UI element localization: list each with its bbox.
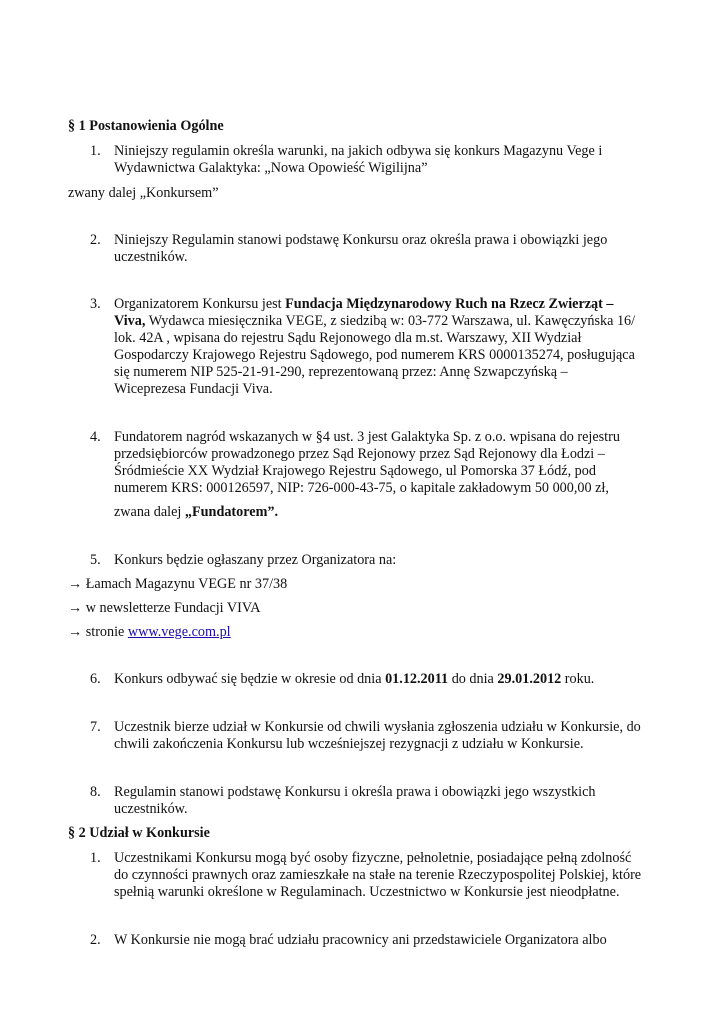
item-7-line-1: Uczestnik bierze udział w Konkursie od chwili wysłania zgłoszenia udziału w Konkursie, do bbox=[114, 719, 641, 735]
item-3-line-2 bbox=[114, 313, 635, 330]
item-6-number: 6. bbox=[90, 671, 101, 687]
item-3-line-4: Gospodarczy Krajowego Rejestru Sądowego, pod numerem KRS 0000135274, posługująca bbox=[114, 347, 635, 363]
item-8-line-1: Regulamin stanowi podstawę Konkursu i określa prawa i obowiązki jego wszystkich bbox=[114, 784, 596, 800]
item-5-arrow-2: → w newsletterze Fundacji VIVA bbox=[68, 600, 261, 616]
item-2-number: 2. bbox=[90, 232, 101, 248]
item-5-number: 5. bbox=[90, 552, 101, 568]
item-7-line-2: chwili zakończenia Konkursu lub wcześniejszej rezygnacji z udziału w Konkursie. bbox=[114, 736, 584, 752]
item-8-line-2: uczestników. bbox=[114, 801, 188, 817]
s2-item-2-number: 2. bbox=[90, 932, 101, 948]
date-to: 29.01.2012 bbox=[497, 671, 562, 687]
item-1-continuation: zwany dalej „Konkursem” bbox=[68, 185, 219, 201]
item-2-line-1: Niniejszy Regulamin stanowi podstawę Konkursu oraz określa prawa i obowiązki jego bbox=[114, 232, 608, 248]
item-3-line-2-text: Wydawca miesięcznika VEGE, z siedzibą w: 03-772 Warszawa, ul. Kawęczyńska 16/ bbox=[145, 313, 636, 329]
item-6-post: roku. bbox=[561, 671, 595, 687]
item-3-line-1 bbox=[114, 296, 614, 313]
item-1-line-1: Niniejszy regulamin określa warunki, na jakich odbywa się konkurs Magazynu Vege i bbox=[114, 143, 603, 159]
item-2-line-2: uczestników. bbox=[114, 249, 188, 265]
item-5-arrow-3 bbox=[68, 624, 231, 641]
section-2-heading: § 2 Udział w Konkursie bbox=[68, 825, 210, 841]
item-1-number: 1. bbox=[90, 143, 101, 159]
item-7-number: 7. bbox=[90, 719, 101, 735]
item-4-zwana bbox=[114, 504, 278, 521]
organizer-name-end: Viva, bbox=[114, 313, 146, 329]
s2-item-1-line-2: do czynności prawnych oraz zamieszkałe na stałe na terenie Rzeczypospolitej Polskiej, które bbox=[114, 867, 642, 883]
item-6-mid: do dnia bbox=[448, 671, 498, 687]
item-4-number: 4. bbox=[90, 429, 101, 445]
s2-item-2-line-1: W Konkursie nie mogą brać udziału pracownicy ani przedstawiciele Organizatora albo bbox=[114, 932, 607, 948]
item-3-number: 3. bbox=[90, 296, 101, 312]
item-1-line-2: Wydawnictwa Galaktyka: „Nowa Opowieść Wigilijna” bbox=[114, 160, 428, 176]
item-6-text bbox=[114, 671, 594, 688]
item-4-zwana-text: zwana dalej bbox=[114, 504, 185, 520]
item-4-line-2: przedsiębiorców prowadzonego przez Sąd Rejonowy przez Sąd Rejonowy dla Łodzi – bbox=[114, 446, 605, 462]
item-4-line-1: Fundatorem nagród wskazanych w §4 ust. 3 jest Galaktyka Sp. z o.o. wpisana do rejestru bbox=[114, 429, 620, 445]
item-4-line-4: numerem KRS: 000126597, NIP: 726-000-43-75, o kapitale zakładowym 50 000,00 zł, bbox=[114, 480, 609, 496]
item-3-line-1-text: Organizatorem Konkursu jest bbox=[114, 296, 286, 312]
item-3-line-6: Wiceprezesa Fundacji Viva. bbox=[114, 381, 273, 397]
item-5-text: Konkurs będzie ogłaszany przez Organizatora na: bbox=[114, 552, 397, 568]
organizer-name: Fundacja Międzynarodowy Ruch na Rzecz Zwierząt – bbox=[285, 296, 614, 312]
s2-item-1-line-3: spełnią warunki określone w Regulaminach. Uczestnictwo w Konkursie jest nieodpłatne. bbox=[114, 884, 620, 900]
section-1-heading: § 1 Postanowienia Ogólne bbox=[68, 118, 224, 134]
item-6-pre: Konkurs odbywać się będzie w okresie od dnia bbox=[114, 671, 386, 687]
vege-website-link[interactable]: www.vege.com.pl bbox=[127, 624, 231, 640]
item-5-arrow-3-text: → stronie bbox=[68, 624, 128, 640]
item-4-line-3: Śródmieście XX Wydział Krajowego Rejestru Sądowego, ul Pomorska 37 Łódź, pod bbox=[114, 463, 596, 479]
s2-item-1-number: 1. bbox=[90, 850, 101, 866]
s2-item-1-line-1: Uczestnikami Konkursu mogą być osoby fizyczne, pełnoletnie, posiadające pełną zdolność bbox=[114, 850, 632, 866]
item-3-line-5: się numerem NIP 525-21-91-290, reprezentowaną przez: Annę Szwapczyńską – bbox=[114, 364, 568, 380]
date-from: 01.12.2011 bbox=[385, 671, 449, 687]
item-5-arrow-1: → Łamach Magazynu VEGE nr 37/38 bbox=[68, 576, 288, 592]
fundator-term: „Fundatorem”. bbox=[184, 504, 279, 520]
item-8-number: 8. bbox=[90, 784, 101, 800]
item-3-line-3: lok. 42A , wpisana do rejestru Sądu Rejonowego dla m.st. Warszawy, XII Wydział bbox=[114, 330, 582, 346]
